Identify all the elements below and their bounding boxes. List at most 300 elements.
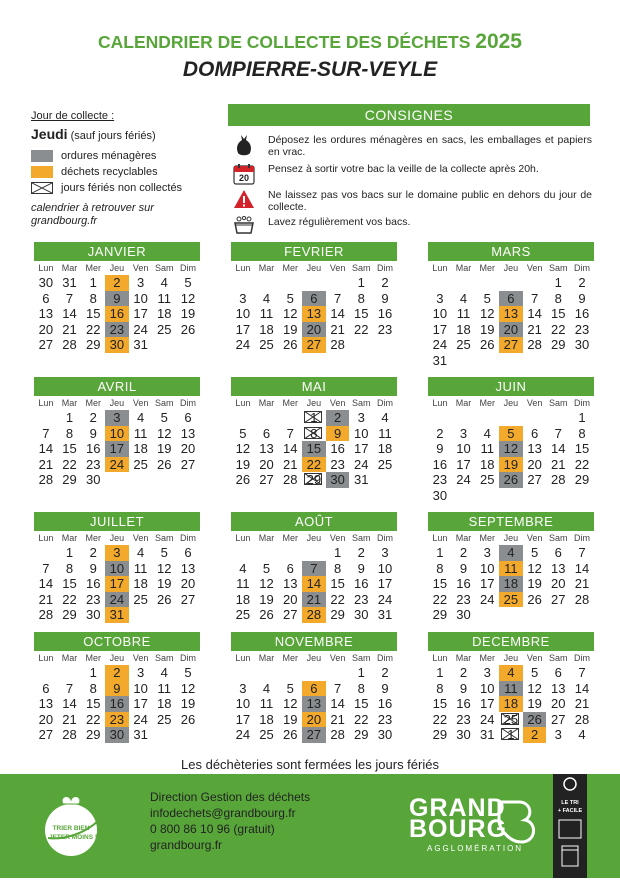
- day-cell: [152, 592, 176, 608]
- weekday-label: Mar: [455, 398, 472, 408]
- day-number: 10: [432, 306, 448, 321]
- day-number: 25: [479, 472, 495, 487]
- weekday-label: Jeu: [109, 398, 125, 408]
- day-number: 15: [330, 576, 345, 591]
- day-number: 3: [459, 425, 468, 441]
- day-cell: [499, 561, 523, 577]
- day-number: 21: [62, 711, 77, 727]
- day-cell: [58, 712, 82, 728]
- day-number: 19: [180, 306, 196, 321]
- day-number: 28: [38, 472, 54, 487]
- day-cell: [349, 426, 373, 442]
- day-cell-next: [523, 727, 547, 743]
- day-cell: [570, 457, 594, 473]
- empty-cell: [546, 410, 570, 426]
- day-number: 6: [184, 410, 192, 425]
- day-cell: [152, 457, 176, 473]
- day-cell: [475, 291, 499, 307]
- day-cell: [349, 576, 373, 592]
- day-cell: [58, 322, 82, 338]
- day-number: 1: [89, 665, 97, 680]
- day-number: 2: [381, 665, 389, 680]
- day-cell: [546, 665, 570, 681]
- consigne-item: [232, 216, 592, 238]
- day-cell: [452, 727, 476, 743]
- weekday-label: Mar: [258, 263, 275, 273]
- day-cell: [373, 275, 397, 291]
- day-number: 20: [38, 711, 54, 727]
- day-number: 15: [432, 576, 448, 591]
- day-cell: [34, 457, 58, 473]
- day-number: 1: [507, 727, 515, 742]
- month-header: JUIN: [428, 377, 594, 396]
- empty-cell: [231, 410, 255, 426]
- weekday-label: Sam: [352, 263, 371, 273]
- day-number: 11: [480, 441, 494, 456]
- day-cell: [523, 576, 547, 592]
- month-header: JUILLET: [34, 512, 200, 531]
- day-cell: [570, 545, 594, 561]
- day-cell: [570, 696, 594, 712]
- day-number: 21: [574, 696, 590, 711]
- day-number: 12: [235, 441, 251, 456]
- day-number: 28: [330, 727, 345, 742]
- day-cell: [152, 291, 176, 307]
- day-cell: [34, 472, 58, 488]
- weekday-label: Mer: [282, 263, 298, 273]
- website-note-line2[interactable]: grandbourg.fr: [31, 215, 98, 227]
- day-number: 27: [38, 727, 54, 742]
- day-cell: [176, 275, 200, 291]
- day-number: 13: [551, 560, 566, 576]
- day-cell: [231, 727, 255, 743]
- day-number: 1: [310, 410, 318, 425]
- weekday-label: Jeu: [503, 533, 519, 543]
- day-cell: [475, 681, 499, 697]
- weekday-label: Lun: [235, 398, 251, 408]
- day-number: 14: [527, 306, 542, 321]
- day-cell: [475, 665, 499, 681]
- day-cell: [302, 410, 326, 426]
- day-number: 4: [136, 545, 145, 560]
- day-cell: [452, 696, 476, 712]
- day-number: 17: [456, 456, 471, 472]
- weekday-label: Mar: [61, 533, 78, 543]
- weekday-label: Lun: [432, 653, 448, 663]
- day-cell: [58, 592, 82, 608]
- consigne-text: Déposez les ordures ménagères en sacs, les emballages et papiers en vrac.: [268, 134, 592, 158]
- day-number: 5: [262, 560, 271, 576]
- trimark-text-1: LE TRI: [561, 800, 579, 806]
- days-grid: [231, 410, 397, 488]
- day-cell: [255, 306, 279, 322]
- day-cell: [499, 665, 523, 681]
- day-number: 12: [282, 696, 298, 711]
- day-number: 15: [354, 696, 369, 711]
- day-number: 29: [62, 472, 77, 487]
- day-cell: [349, 275, 373, 291]
- day-number: 9: [89, 560, 97, 576]
- weekday-label: Mer: [479, 263, 495, 273]
- day-cell: [58, 727, 82, 743]
- day-cell: [302, 457, 326, 473]
- empty-cell: [255, 275, 279, 291]
- day-cell: [231, 291, 255, 307]
- day-cell: [428, 665, 452, 681]
- day-number: 15: [85, 306, 101, 321]
- day-number: 4: [262, 680, 271, 696]
- day-number: 14: [282, 441, 298, 456]
- day-number: 23: [456, 591, 471, 607]
- day-number: 2: [113, 275, 121, 290]
- day-cell: [152, 696, 176, 712]
- day-number: 9: [459, 680, 468, 696]
- day-number: 9: [113, 680, 121, 696]
- weekday-label: Ven: [329, 398, 346, 408]
- day-cell: [326, 291, 350, 307]
- contact-email[interactable]: infodechets@grandbourg.fr: [150, 806, 296, 820]
- day-cell: [176, 306, 200, 322]
- day-number: 9: [357, 560, 365, 576]
- weekday-label: Dim: [573, 263, 590, 273]
- day-number: 8: [65, 560, 74, 576]
- day-cell: [58, 441, 82, 457]
- day-number: 7: [65, 680, 74, 696]
- day-number: 10: [377, 560, 393, 576]
- day-cell: [129, 727, 153, 743]
- day-number: 4: [507, 545, 515, 560]
- day-number: 18: [456, 321, 471, 337]
- day-cell: [326, 727, 350, 743]
- day-cell: [326, 561, 350, 577]
- weekday-label: Jeu: [109, 533, 125, 543]
- weekday-label: Ven: [132, 398, 149, 408]
- day-number: 18: [133, 576, 148, 591]
- day-cell: [499, 426, 523, 442]
- day-cell: [523, 457, 547, 473]
- day-cell: [570, 291, 594, 307]
- days-grid: [34, 410, 200, 488]
- day-number: 29: [354, 727, 369, 742]
- day-cell: [349, 457, 373, 473]
- day-number: 3: [113, 545, 121, 560]
- trash-bag-icon: [232, 134, 256, 156]
- day-number: 21: [330, 711, 345, 727]
- day-number: 3: [113, 410, 121, 425]
- empty-cell: [58, 665, 82, 681]
- day-cell: [231, 441, 255, 457]
- day-number: 26: [180, 711, 196, 727]
- day-number: 16: [354, 576, 369, 591]
- day-number: 2: [357, 545, 365, 560]
- day-number: 19: [259, 591, 274, 607]
- day-cell: [255, 337, 279, 353]
- day-cell: [349, 291, 373, 307]
- day-cell: [34, 337, 58, 353]
- day-number: 30: [456, 727, 471, 742]
- day-number: 12: [180, 680, 196, 696]
- day-number: 26: [282, 337, 298, 352]
- weekday-label: Dim: [376, 263, 393, 273]
- day-cell-next: [499, 727, 523, 743]
- weekday-label: Lun: [235, 653, 251, 663]
- day-number: 14: [62, 306, 77, 321]
- day-cell: [475, 592, 499, 608]
- day-cell: [523, 291, 547, 307]
- day-cell-prev: [58, 275, 82, 291]
- day-cell: [326, 712, 350, 728]
- day-number: 10: [235, 696, 251, 711]
- day-cell: [81, 665, 105, 681]
- day-cell: [349, 561, 373, 577]
- consigne-text: Pensez à sortir votre bac la veille de la collecte après 20h.: [268, 163, 539, 175]
- day-number: 4: [262, 290, 271, 306]
- day-number: 14: [574, 680, 590, 696]
- day-number: 24: [133, 321, 148, 337]
- day-cell: [475, 545, 499, 561]
- day-number: 1: [333, 545, 342, 560]
- day-number: 11: [157, 290, 172, 306]
- day-cell: [255, 561, 279, 577]
- day-cell: [278, 322, 302, 338]
- day-cell: [302, 576, 326, 592]
- day-cell: [278, 576, 302, 592]
- day-number: 27: [259, 472, 274, 487]
- day-cell: [81, 607, 105, 623]
- day-number: 7: [42, 425, 50, 441]
- weekday-label: Lun: [38, 533, 54, 543]
- day-number: 11: [456, 306, 471, 321]
- days-grid: [34, 275, 200, 353]
- day-cell: [452, 441, 476, 457]
- day-number: 23: [377, 321, 393, 337]
- day-number: 10: [479, 680, 495, 696]
- month-header: AOÛT: [231, 512, 397, 531]
- calendar-icon-number: 20: [238, 173, 250, 183]
- empty-cell: [231, 665, 255, 681]
- weekday-row: [428, 396, 594, 410]
- day-number: 17: [235, 711, 251, 727]
- day-cell: [176, 696, 200, 712]
- weekday-label: Sam: [549, 398, 568, 408]
- day-number: 14: [330, 696, 345, 711]
- day-number: 25: [133, 591, 148, 607]
- day-number: 19: [157, 576, 172, 591]
- day-cell: [373, 457, 397, 473]
- day-number: 17: [235, 321, 251, 337]
- day-number: 26: [282, 727, 298, 742]
- day-number: 24: [456, 472, 471, 487]
- day-cell: [452, 561, 476, 577]
- day-number: 27: [38, 337, 54, 352]
- day-number: 15: [62, 441, 77, 456]
- day-cell: [58, 681, 82, 697]
- day-number: 30: [456, 607, 471, 622]
- day-cell: [81, 337, 105, 353]
- day-cell: [475, 712, 499, 728]
- day-cell: [231, 426, 255, 442]
- empty-cell: [302, 665, 326, 681]
- day-number: 28: [574, 591, 590, 607]
- day-cell: [255, 472, 279, 488]
- day-number: 4: [136, 410, 145, 425]
- day-cell: [428, 488, 452, 504]
- day-cell: [129, 337, 153, 353]
- day-cell: [81, 275, 105, 291]
- day-cell: [452, 322, 476, 338]
- day-cell: [475, 457, 499, 473]
- day-cell: [302, 592, 326, 608]
- weekday-label: Sam: [549, 263, 568, 273]
- day-cell: [499, 306, 523, 322]
- day-cell: [129, 561, 153, 577]
- day-number: 3: [436, 290, 444, 306]
- day-cell: [546, 545, 570, 561]
- day-cell: [428, 727, 452, 743]
- days-grid: [231, 275, 397, 353]
- logo-text-2: JETER MOINS !: [48, 834, 98, 841]
- day-number: 8: [554, 290, 562, 306]
- day-number: 31: [432, 352, 448, 368]
- day-number: 26: [503, 472, 519, 487]
- weekday-row: [428, 261, 594, 275]
- day-cell: [373, 322, 397, 338]
- warning-icon: [232, 189, 256, 211]
- day-cell: [428, 592, 452, 608]
- weekday-label: Ven: [132, 653, 149, 663]
- day-number: 3: [357, 410, 365, 425]
- day-cell: [373, 291, 397, 307]
- day-cell: [428, 712, 452, 728]
- weekday-label: Sam: [155, 263, 174, 273]
- day-cell: [523, 306, 547, 322]
- weekday-label: Mer: [479, 398, 495, 408]
- day-cell: [58, 410, 82, 426]
- day-number: 30: [85, 607, 101, 622]
- day-cell: [570, 410, 594, 426]
- day-cell: [58, 545, 82, 561]
- day-number: 27: [551, 591, 566, 607]
- day-cell: [105, 607, 129, 623]
- days-grid: [428, 410, 594, 503]
- day-number: 19: [479, 321, 495, 337]
- consigne-item: [232, 134, 592, 158]
- day-number: 2: [436, 425, 444, 441]
- day-number: 25: [377, 456, 393, 472]
- day-number: 16: [109, 696, 125, 711]
- day-cell: [34, 291, 58, 307]
- weekday-label: Mar: [258, 398, 275, 408]
- day-number: 21: [574, 576, 590, 591]
- day-cell: [176, 457, 200, 473]
- day-cell: [570, 322, 594, 338]
- empty-cell: [475, 275, 499, 291]
- day-cell: [499, 291, 523, 307]
- day-cell: [302, 727, 326, 743]
- day-cell: [570, 337, 594, 353]
- brand-line-1: GRAND: [409, 794, 506, 822]
- day-number: 11: [259, 306, 274, 321]
- day-number: 2: [113, 665, 121, 680]
- day-cell: [373, 576, 397, 592]
- day-cell: [129, 665, 153, 681]
- weekday-label: Dim: [573, 398, 590, 408]
- day-cell: [105, 592, 129, 608]
- empty-cell: [34, 545, 58, 561]
- day-number: 26: [235, 472, 251, 487]
- day-cell: [129, 426, 153, 442]
- day-number: 8: [89, 290, 97, 306]
- day-cell: [452, 472, 476, 488]
- day-cell: [255, 291, 279, 307]
- day-cell: [452, 426, 476, 442]
- day-cell: [58, 306, 82, 322]
- day-cell: [278, 337, 302, 353]
- day-cell: [326, 441, 350, 457]
- day-cell: [105, 681, 129, 697]
- day-cell: [326, 426, 350, 442]
- day-number: 18: [235, 591, 251, 607]
- day-cell: [81, 322, 105, 338]
- day-number: 14: [62, 696, 77, 711]
- day-number: 1: [554, 275, 562, 290]
- day-number: 22: [85, 321, 101, 337]
- empty-cell: [326, 275, 350, 291]
- day-cell: [373, 441, 397, 457]
- town-title: DOMPIERRE-SUR-VEYLE: [182, 58, 438, 81]
- day-cell: [499, 576, 523, 592]
- day-number: 3: [381, 545, 389, 560]
- day-number: 9: [459, 560, 468, 576]
- day-cell: [373, 712, 397, 728]
- day-cell: [373, 426, 397, 442]
- day-number: 4: [459, 290, 468, 306]
- contact-website[interactable]: grandbourg.fr: [150, 838, 223, 852]
- day-number: 16: [574, 306, 590, 321]
- day-cell: [546, 457, 570, 473]
- day-number: 7: [333, 290, 342, 306]
- day-number: 21: [62, 321, 77, 337]
- day-number: 31: [354, 472, 369, 487]
- day-cell: [302, 561, 326, 577]
- day-number: 31: [133, 727, 148, 742]
- day-number: 21: [282, 456, 298, 472]
- empty-cell: [428, 410, 452, 426]
- day-number: 16: [456, 576, 471, 591]
- day-cell: [570, 681, 594, 697]
- day-number: 23: [432, 472, 448, 487]
- day-cell: [302, 607, 326, 623]
- empty-cell: [231, 545, 255, 561]
- weekday-label: Ven: [526, 398, 543, 408]
- day-cell: [58, 576, 82, 592]
- consignes-header: CONSIGNES: [228, 104, 590, 126]
- day-cell: [475, 322, 499, 338]
- day-cell: [255, 576, 279, 592]
- day-number: 6: [286, 560, 294, 576]
- weekday-label: Lun: [432, 533, 448, 543]
- day-number: 15: [85, 696, 101, 711]
- day-number: 8: [436, 560, 444, 576]
- contact-phone[interactable]: 0 800 86 10 96 (gratuit): [150, 822, 275, 836]
- weekday-label: Dim: [179, 533, 196, 543]
- weekday-label: Mar: [61, 653, 78, 663]
- brand-line-3: AGGLOMÉRATION: [427, 844, 524, 853]
- day-cell: [570, 275, 594, 291]
- day-cell: [452, 592, 476, 608]
- day-cell: [499, 545, 523, 561]
- day-cell: [34, 441, 58, 457]
